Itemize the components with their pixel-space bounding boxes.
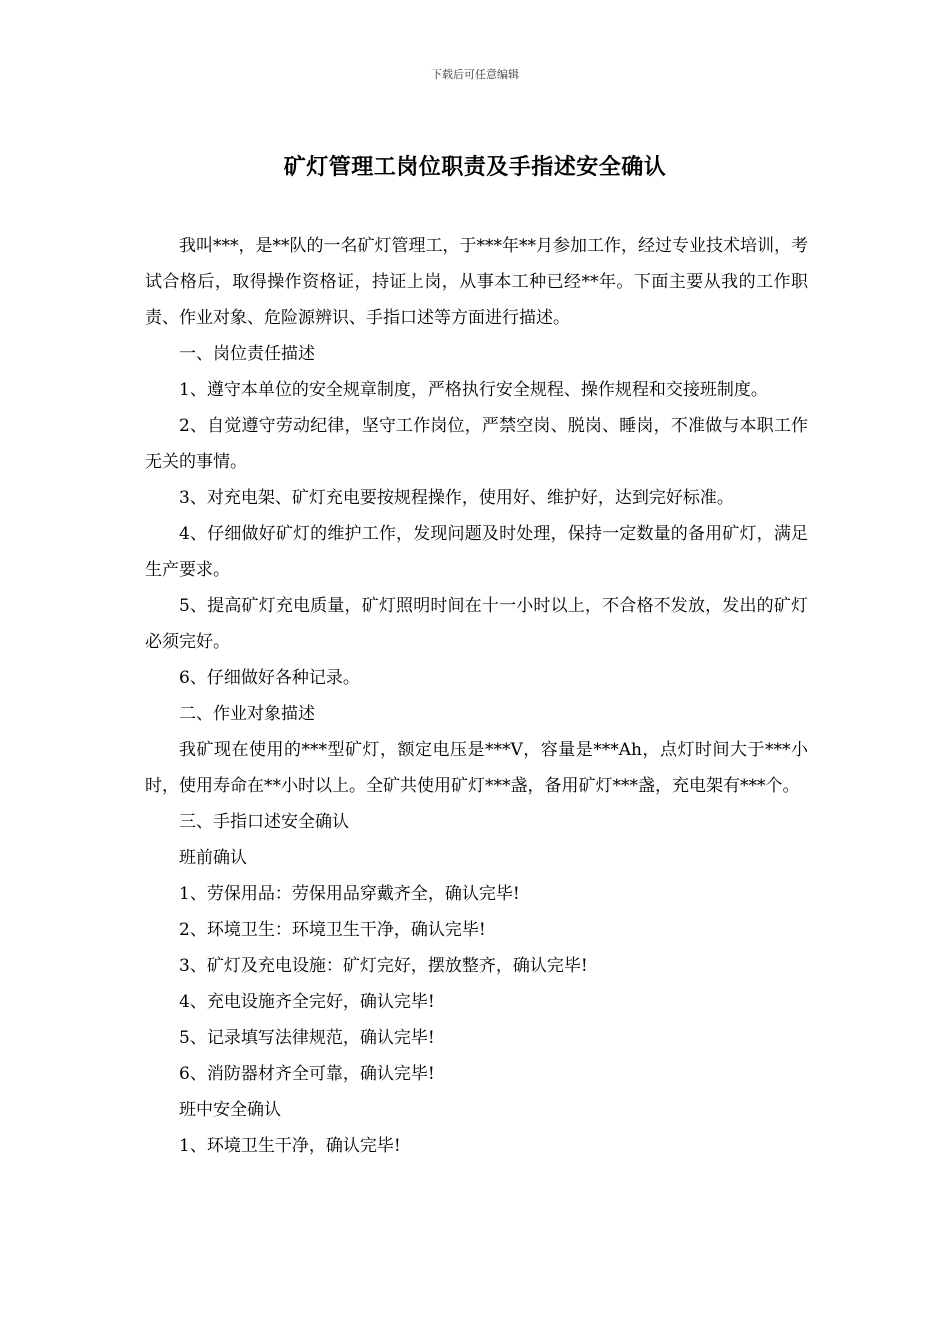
list-item: 1、环境卫生干净，确认完毕!	[179, 1136, 401, 1156]
list-item: 2、环境卫生：环境卫生干净，确认完毕!	[179, 920, 486, 940]
paragraph: 2、自觉遵守劳动纪律，坚守工作岗位，严禁空岗、脱岗、睡岗，不准做与本职工作无关的事情。	[145, 416, 808, 472]
paragraph: 6、仔细做好各种记录。	[179, 668, 360, 688]
paragraph: 5、提高矿灯充电质量，矿灯照明时间在十一小时以上，不合格不发放，发出的矿灯必须完好。	[145, 596, 808, 652]
subheading-pre-shift: 班前确认	[179, 848, 247, 868]
section-heading-1: 一、岗位责任描述	[179, 344, 315, 364]
section-heading-3: 三、手指口述安全确认	[179, 812, 349, 832]
subheading-mid-shift: 班中安全确认	[179, 1100, 281, 1120]
list-item: 1、劳保用品：劳保用品穿戴齐全，确认完毕!	[179, 884, 520, 904]
section-heading-2: 二、作业对象描述	[179, 704, 315, 724]
paragraph: 我矿现在使用的***型矿灯，额定电压是***V，容量是***Ah，点灯时间大于***小时，使用寿命在**小时以上。全矿共使用矿灯***盏，备用矿灯***盏，充电架有***个。	[145, 740, 808, 796]
paragraph-intro: 我叫***，是**队的一名矿灯管理工，于***年**月参加工作，经过专业技术培训，考试合格后，取得操作资格证，持证上岗，从事本工种已经**年。下面主要从我的工作职责、作业对象、危险源辨识、手指口述等方面进行描述。	[145, 236, 808, 328]
paragraph: 1、遵守本单位的安全规章制度，严格执行安全规程、操作规程和交接班制度。	[179, 380, 768, 400]
list-item: 4、充电设施齐全完好，确认完毕!	[179, 992, 435, 1012]
list-item: 6、消防器材齐全可靠，确认完毕!	[179, 1064, 435, 1084]
list-item: 3、矿灯及充电设施：矿灯完好，摆放整齐，确认完毕!	[179, 956, 588, 976]
list-item: 5、记录填写法律规范，确认完毕!	[179, 1028, 435, 1048]
paragraph: 4、仔细做好矿灯的维护工作，发现问题及时处理，保持一定数量的备用矿灯，满足生产要求。	[145, 524, 808, 580]
page-header: 下载后可任意编辑	[431, 68, 519, 81]
document-body	[145, 228, 808, 1164]
document-title: 矿灯管理工岗位职责及手指述安全确认	[283, 154, 667, 180]
paragraph: 3、对充电架、矿灯充电要按规程操作，使用好、维护好，达到完好标准。	[179, 488, 734, 508]
